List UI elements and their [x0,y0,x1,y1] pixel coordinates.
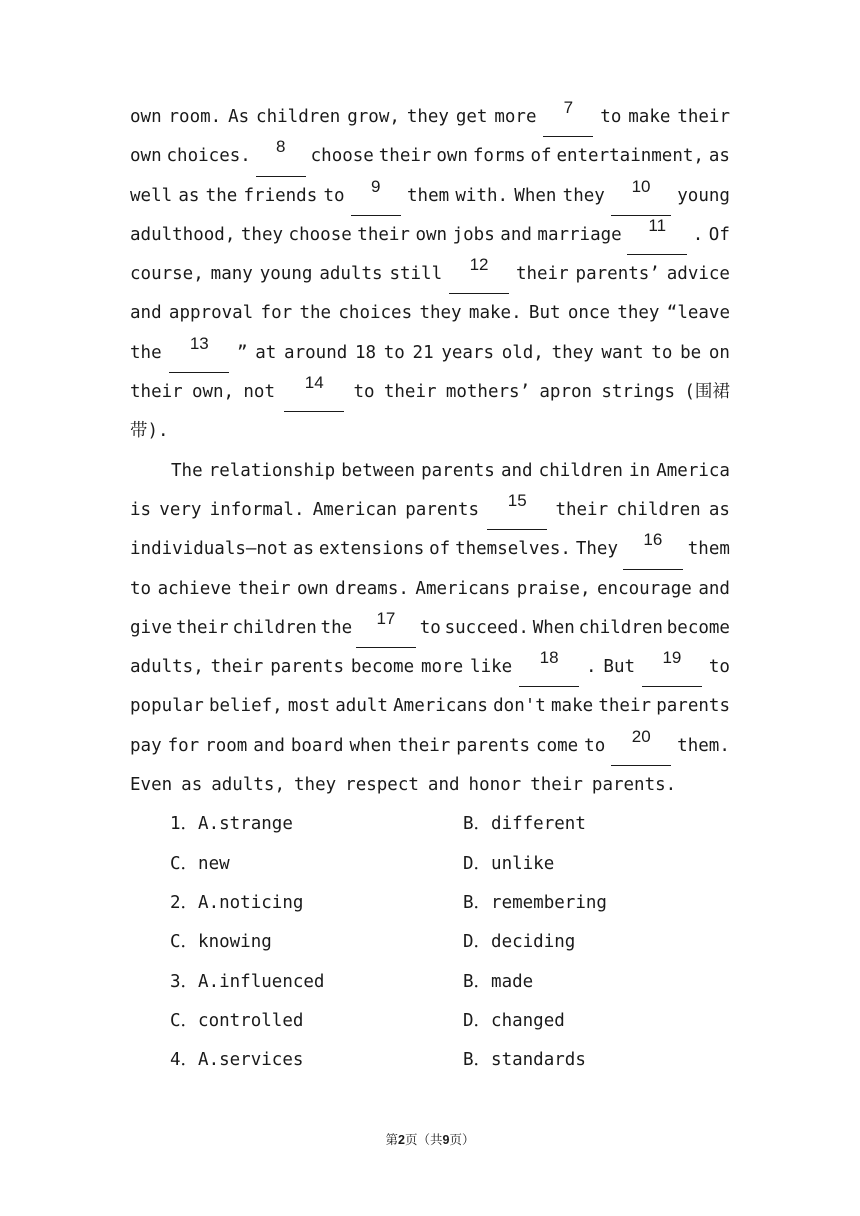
answer-options [130,805,730,1080]
word: own, [191,382,235,403]
text-line [130,98,730,137]
word: encourage [597,578,692,599]
word: relationship [208,460,336,481]
blank-16: 16 [623,530,683,569]
word: When [532,617,575,638]
word: But [528,303,561,324]
footer-suffix: 页） [449,1132,475,1147]
word: become [666,617,730,638]
word: parents [421,460,495,481]
word: own [297,578,329,599]
word: to [708,657,730,678]
option-left: 3．A.influenced [170,971,325,992]
word: friends [243,185,318,206]
word: jobs [452,224,495,245]
word: their [130,382,183,403]
option-row [130,845,730,884]
word: their [397,735,451,756]
text-line [130,766,730,805]
word: is [130,499,152,520]
word: when [349,735,392,756]
option-left: C．new [170,853,230,874]
option-row [130,1002,730,1041]
word: Even [130,775,173,796]
word: between [341,460,415,481]
word: achieve [157,578,232,599]
option-right: B．different [463,814,586,835]
word: marriage [537,224,622,245]
blank-17: 17 [356,609,416,648]
word: make. [468,303,522,324]
document-body [130,98,730,1080]
word: want [601,342,644,363]
word: . [585,657,597,678]
option-row [130,963,730,1002]
paragraph-2 [130,452,730,806]
word: their [677,107,730,127]
option-row [130,1041,730,1080]
word: their [515,264,569,285]
word: entertainment, [556,146,704,167]
word: course, [130,264,204,285]
blank-7: 7 [543,98,593,137]
word: The [171,460,203,481]
word: informal. [209,499,305,520]
word: their [378,146,432,167]
word: they [419,303,462,324]
word: extensions [318,539,425,560]
footer-middle: 页（共 [404,1132,443,1147]
word: they [240,224,284,245]
word: apron [539,382,593,403]
option-left: C．knowing [170,932,272,953]
word: their [555,499,609,520]
word: the [130,342,162,363]
word: adult [335,696,388,717]
word: their [530,775,583,796]
word: advice [666,264,730,285]
option-row [130,923,730,962]
word: honor [468,775,522,796]
blank-19: 19 [642,648,702,687]
text-line [130,373,730,412]
word: children [616,499,701,520]
word: themselves. [455,539,571,560]
word: own [415,224,448,245]
word: succeed. [444,617,529,638]
page-footer [0,1130,860,1148]
text-line [130,412,730,451]
word: as [708,146,730,167]
option-left: 4．A.services [170,1050,304,1071]
word: more [421,657,464,678]
word: more [494,107,537,127]
word: on [708,342,730,363]
blank-14: 14 [284,373,344,412]
word: . [692,224,704,245]
text-line [130,137,730,176]
word: choices. [166,146,251,167]
word: most [287,696,331,717]
word: around [284,342,348,363]
footer-total-pages: 9 [442,1133,450,1147]
word: pay [130,735,162,756]
word: dreams. [335,578,409,599]
blank-18: 18 [519,648,579,687]
word: America [656,460,730,481]
option-right: D．unlike [463,853,555,874]
word: their [598,696,652,717]
blank-11: 11 [627,216,687,255]
word: them [407,185,450,206]
word: praise, [516,578,591,599]
word: parents [656,696,730,717]
word: they [294,775,337,796]
text-line [130,727,730,766]
word: not [243,382,275,403]
word: children [232,617,317,638]
word: adults, [130,657,204,678]
word: own [436,146,468,167]
word: make [551,696,594,717]
word: for [167,735,200,756]
word: and [130,303,162,324]
word: But [603,657,636,678]
word: and [698,578,730,599]
text-line [130,530,730,569]
word: still [389,264,443,285]
word: get [455,107,488,127]
blank-15: 15 [487,491,547,530]
word: old, [501,342,544,363]
word: approval [168,303,254,324]
word: Of [708,224,730,245]
word: “leave [666,303,730,324]
text-line [130,491,730,530]
word: young [259,264,313,285]
word: they [406,107,449,127]
word: 21 [412,342,434,363]
word: their [383,382,437,403]
word: room [205,735,248,756]
word: adults, [211,775,285,796]
text-line [130,216,730,255]
word: As [228,107,250,127]
footer-page-number: 2 [398,1133,405,1147]
paragraph-1 [130,98,730,452]
word: to [419,617,441,638]
word: their [210,657,264,678]
word: to [383,342,405,363]
word: with. [455,185,509,206]
word: years [441,342,494,363]
word: parents. [591,775,677,796]
blank-8: 8 [256,137,306,176]
word: very [159,499,202,520]
word: ” [237,342,248,363]
option-row [130,884,730,923]
text-line [130,648,730,687]
word: choose [288,224,352,245]
word: their [237,578,291,599]
blank-13: 13 [169,334,229,373]
blank-9: 9 [351,177,401,216]
text-line [130,609,730,648]
word: at [255,342,277,363]
word: young [677,185,730,206]
word: board [290,735,344,756]
word: their [357,224,410,245]
word: parents [270,657,344,678]
word: to [651,342,673,363]
text-line [130,452,730,491]
word: belief, [208,696,283,717]
footer-prefix: 第 [385,1132,399,1147]
word: make [628,107,671,127]
word: and [253,735,285,756]
word: and [427,775,460,796]
word: to [130,578,152,599]
word: room. [168,107,222,127]
word: them. [677,735,730,756]
blank-12: 12 [449,255,509,294]
word: adulthood, [130,224,236,245]
word: give [130,617,173,638]
option-right: B．remembering [463,892,607,913]
word: they [551,342,594,363]
word: and [500,224,532,245]
word: of [530,146,552,167]
word: popular [130,696,204,717]
option-right: D．deciding [463,932,576,953]
option-right: D．changed [463,1010,565,1031]
word: strings [601,382,676,403]
word: American [312,499,398,520]
word: own [130,146,162,167]
word: like [470,657,513,678]
word: children [256,107,341,127]
word: (围裙 [684,382,730,403]
word: Americans [393,696,488,717]
word: forms [472,146,526,167]
word: to [584,735,606,756]
word: them [687,539,730,560]
word: respect [345,775,419,796]
word: Americans [415,578,511,599]
word: They [575,539,618,560]
word: and [500,460,533,481]
word: for [260,303,293,324]
word: 带). [130,421,169,442]
word: own [130,107,162,127]
word: to [600,107,622,127]
word: they [562,185,605,206]
text-line [130,255,730,294]
word: as [178,185,200,206]
word: as [708,499,730,520]
option-row [130,805,730,844]
word: When [514,185,557,206]
word: become [350,657,415,678]
text-line [130,294,730,333]
text-line [130,687,730,726]
word: be [680,342,702,363]
word: mothers’ [445,382,531,403]
text-line [130,334,730,373]
word: once [567,303,610,324]
word: parents [405,499,479,520]
word: adults [319,264,383,285]
word: many [210,264,253,285]
word: well [130,185,173,206]
option-right: B．made [463,971,534,992]
option-left: C．controlled [170,1010,304,1031]
word: 18 [354,342,377,363]
word: the [205,185,238,206]
option-left: 1．A.strange [170,814,293,835]
word: choices [338,303,413,324]
word: grow, [347,107,400,127]
word: in [629,460,651,481]
word: parents’ [575,264,660,285]
word: to [353,382,375,403]
word: children [538,460,623,481]
word: don't [493,696,546,717]
option-right: B．standards [463,1050,586,1071]
word: their [175,617,229,638]
word: come [536,735,579,756]
blank-10: 10 [611,177,671,216]
word: individuals—not [130,539,289,560]
word: they [617,303,660,324]
text-line [130,570,730,609]
option-left: 2．A.noticing [170,892,304,913]
word: parents [456,735,531,756]
word: as [292,539,314,560]
word: of [429,539,451,560]
blank-20: 20 [611,727,671,766]
word: choose [310,146,374,167]
word: as [181,775,203,796]
word: the [299,303,332,324]
word: children [578,617,663,638]
word: the [320,617,353,638]
text-line [130,177,730,216]
word: to [323,185,345,206]
